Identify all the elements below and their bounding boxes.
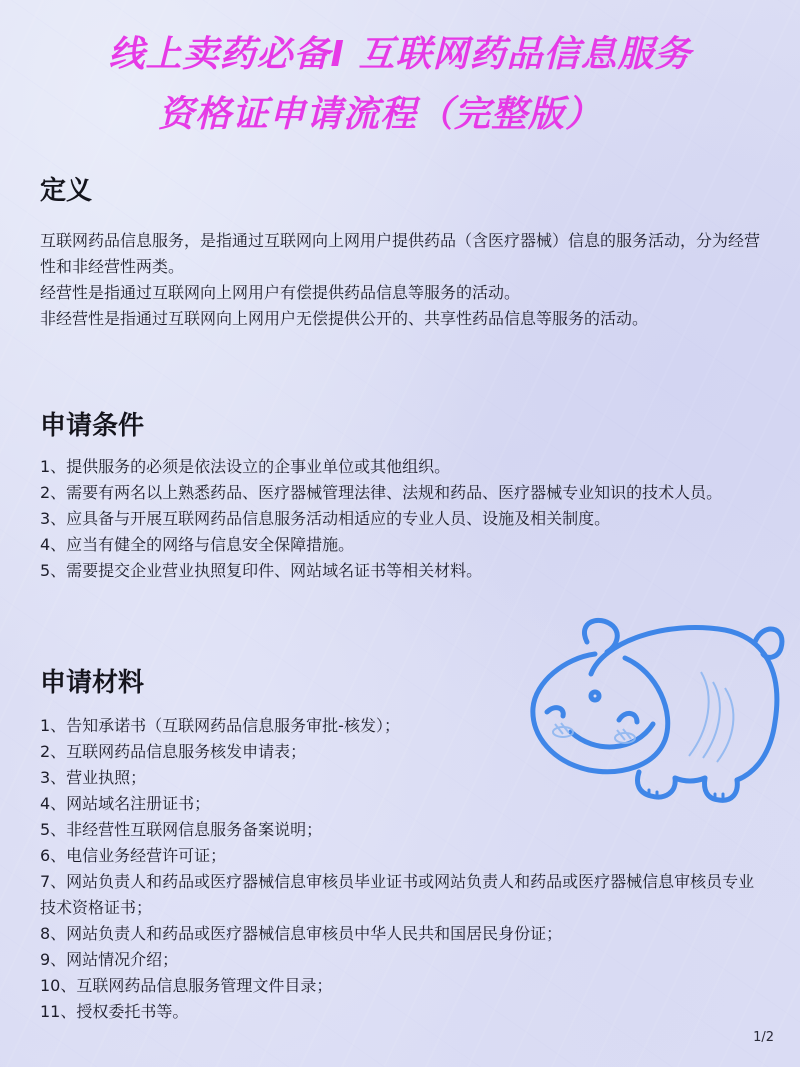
list-item: 4、应当有健全的网络与信息安全保障措施。 <box>40 535 355 554</box>
materials-heading: 申请材料 <box>40 668 145 698</box>
definition-heading: 定义 <box>40 176 93 206</box>
hippo-illustration <box>525 612 787 812</box>
list-item: 7、网站负责人和药品或医疗器械信息审核员毕业证书或网站负责人和药品或医疗器械信息审核员专业技术资格证书； <box>40 872 755 917</box>
page-title-line-2: 资格证申请流程（完整版） <box>157 94 602 135</box>
list-item: 4、网站域名注册证书； <box>40 794 211 813</box>
list-item: 1、告知承诺书（互联网药品信息服务审批-核发）； <box>40 716 400 735</box>
list-item: 1、提供服务的必须是依法设立的企事业单位或其他组织。 <box>40 457 451 476</box>
conditions-list <box>40 454 765 584</box>
list-item: 10、互联网药品信息服务管理文件目录； <box>40 976 333 995</box>
list-item: 9、网站情况介绍； <box>40 950 179 969</box>
page-number: 1/2 <box>753 1030 774 1045</box>
list-item: 2、互联网药品信息服务核发申请表； <box>40 742 307 761</box>
definition-paragraph: 互联网药品信息服务，是指通过互联网向上网用户提供药品（含医疗器械）信息的服务活动，分为经营性和非经营性两类。 <box>40 231 761 276</box>
list-item: 3、营业执照； <box>40 768 147 787</box>
list-item: 6、电信业务经营许可证； <box>40 846 227 865</box>
list-item: 5、非经营性互联网信息服务备案说明； <box>40 820 323 839</box>
list-item: 3、应具备与开展互联网药品信息服务活动相适应的专业人员、设施及相关制度。 <box>40 509 611 528</box>
page-title-line-1: 线上卖药必备I 互联网药品信息服务 <box>108 34 692 75</box>
definition-paragraph: 非经营性是指通过互联网向上网用户无偿提供公开的、共享性药品信息等服务的活动。 <box>40 309 649 328</box>
list-item: 8、网站负责人和药品或医疗器械信息审核员中华人民共和国居民身份证； <box>40 924 563 943</box>
list-item: 2、需要有两名以上熟悉药品、医疗器械管理法律、法规和药品、医疗器械专业知识的技术人员。 <box>40 483 723 502</box>
conditions-heading: 申请条件 <box>40 411 145 441</box>
list-item: 5、需要提交企业营业执照复印件、网站域名证书等相关材料。 <box>40 561 483 580</box>
list-item: 11、授权委托书等。 <box>40 1002 189 1021</box>
definition-paragraph: 经营性是指通过互联网向上网用户有偿提供药品信息等服务的活动。 <box>40 283 521 302</box>
